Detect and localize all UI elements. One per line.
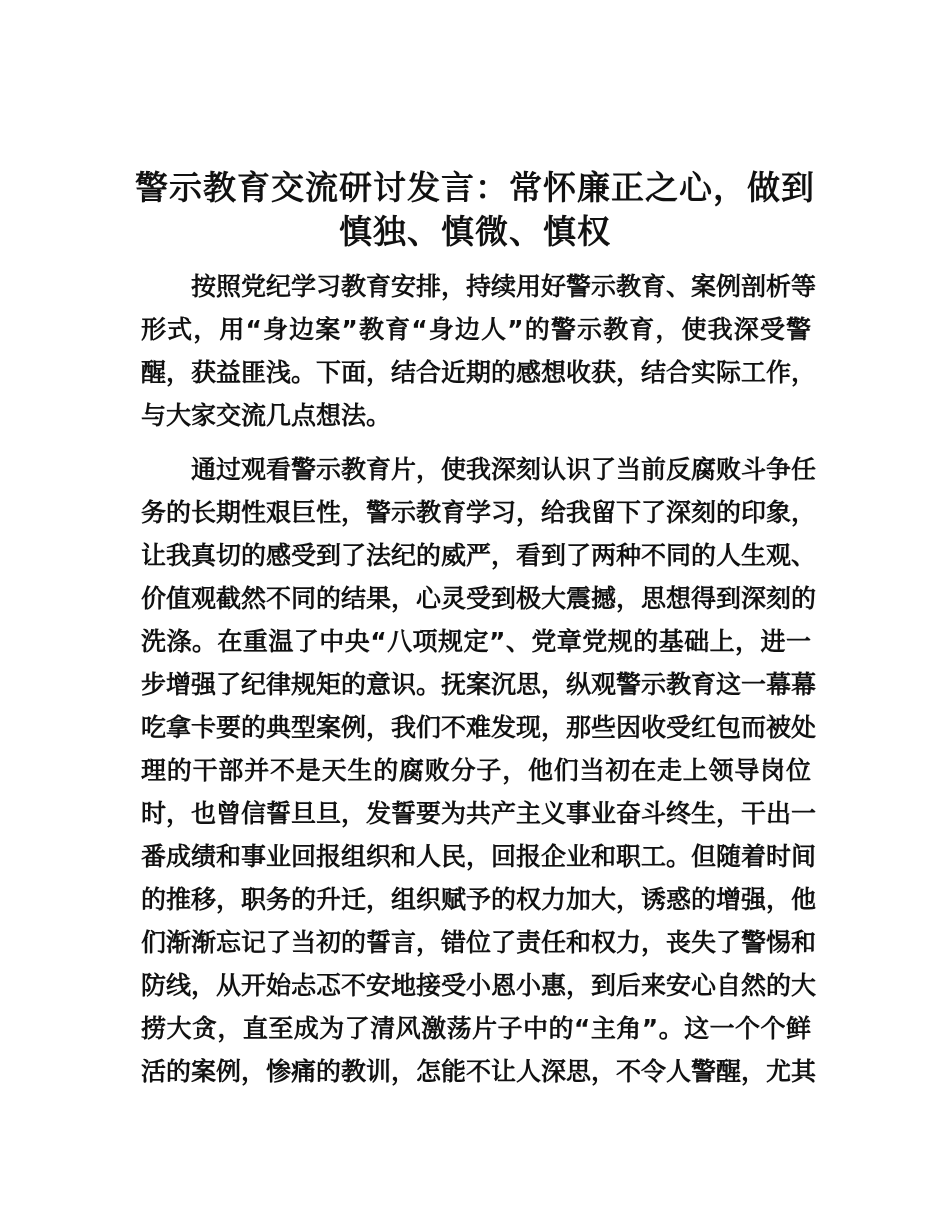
paragraph-2-line-5: 洗涤。在重温了中央“八项规定”、党章党规的基础上，进一 [141,627,811,656]
paragraph-2-line-13: 防线，从开始忐忑不安地接受小恩小惠，到后来安心自然的大 [141,971,817,1000]
paragraph-2-line-1: 通过观看警示教育片，使我深刻认识了当前反腐败斗争任 [191,455,817,484]
paragraph-2-line-8: 理的干部并不是天生的腐败分子，他们当初在走上领导岗位 [141,756,811,785]
paragraph-1-line-1: 按照党纪学习教育安排，持续用好警示教育、案例剖析等 [191,272,817,301]
paragraph-2-line-3: 让我真切的感受到了法纪的威严，看到了两种不同的人生观、 [141,541,817,570]
paragraph-2-line-11: 的推移，职务的升迁，组织赋予的权力加大，诱惑的增强，他 [141,885,817,914]
paragraph-1-line-2: 形式，用“身边案”教育“身边人”的警示教育，使我深受警 [141,315,811,344]
paragraph-2-line-7: 吃拿卡要的典型案例，我们不难发现，那些因收受红包而被处 [141,713,817,742]
paragraph-2-line-14: 捞大贪，直至成为了清风激荡片子中的“主角”。这一个个鲜 [141,1014,811,1043]
paragraph-2-line-12: 们渐渐忘记了当初的誓言，错位了责任和权力，丧失了警惕和 [141,928,817,957]
paragraph-2-line-15: 活的案例，惨痛的教训，怎能不让人深思，不令人警醒，尤其 [141,1057,817,1086]
paragraph-2-line-9: 时，也曾信誓旦旦，发誓要为共产主义事业奋斗终生，干出一 [141,799,817,828]
paragraph-2-line-2: 务的长期性艰巨性，警示教育学习，给我留下了深刻的印象， [141,498,817,527]
document-title-line-1: 警示教育交流研讨发言：常怀廉正之心，做到 [135,168,815,207]
paragraph-2-line-10: 番成绩和事业回报组织和人民，回报企业和职工。但随着时间 [141,842,817,871]
paragraph-2-line-4: 价值观截然不同的结果，心灵受到极大震撼，思想得到深刻的 [141,584,817,613]
document-title-line-2: 慎独、慎微、慎权 [339,212,611,251]
paragraph-1-line-4: 与大家交流几点想法。 [141,401,392,430]
paragraph-2-line-6: 步增强了纪律规矩的意识。抚案沉思，纵观警示教育这一幕幕 [141,670,817,699]
paragraph-1-line-3: 醒，获益匪浅。下面，结合近期的感想收获，结合实际工作， [141,358,817,387]
